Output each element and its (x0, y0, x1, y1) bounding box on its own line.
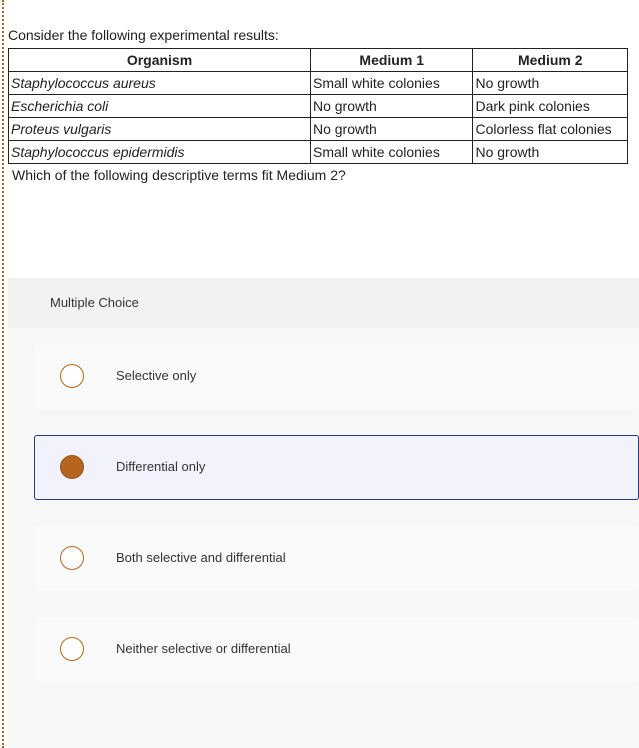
option-both-selective-differential[interactable] (34, 526, 639, 591)
results-table (8, 48, 628, 164)
radio-button[interactable] (60, 364, 84, 388)
option-neither[interactable] (34, 617, 639, 682)
medium-1-cell: Small white colonies (310, 141, 472, 164)
table-row (9, 141, 628, 164)
medium-1-cell: Small white colonies (310, 72, 472, 95)
radio-button[interactable] (60, 546, 84, 570)
question-stem (8, 26, 633, 184)
option-label: Selective only (116, 368, 197, 383)
radio-button-selected[interactable] (60, 455, 84, 479)
header-medium-2: Medium 2 (473, 49, 628, 72)
medium-1-cell: No growth (310, 95, 472, 118)
medium-2-cell: No growth (473, 72, 628, 95)
medium-2-cell: Colorless flat colonies (473, 118, 628, 141)
header-organism: Organism (9, 49, 311, 72)
question-prompt: Which of the following descriptive terms fit Medium 2? (12, 167, 346, 183)
medium-2-cell: No growth (473, 141, 628, 164)
left-dotted-rule (2, 0, 4, 748)
radio-button[interactable] (60, 637, 84, 661)
table-row (9, 118, 628, 141)
question-intro: Consider the following experimental results: (8, 27, 279, 43)
organism-cell: Escherichia coli (9, 95, 311, 118)
table-row (9, 72, 628, 95)
organism-cell: Proteus vulgaris (9, 118, 311, 141)
organism-cell: Staphylococcus epidermidis (9, 141, 311, 164)
option-label: Differential only (116, 459, 206, 474)
option-label: Both selective and differential (116, 550, 286, 565)
multiple-choice-header: Multiple Choice (50, 295, 139, 310)
organism-cell: Staphylococcus aureus (9, 72, 311, 95)
option-differential-only[interactable] (34, 435, 639, 500)
options-list (8, 328, 639, 748)
medium-1-cell: No growth (310, 118, 472, 141)
option-label: Neither selective or differential (116, 641, 291, 656)
header-medium-1: Medium 1 (310, 49, 472, 72)
table-row (9, 95, 628, 118)
medium-2-cell: Dark pink colonies (473, 95, 628, 118)
multiple-choice-panel (8, 278, 639, 748)
option-selective-only[interactable] (34, 344, 639, 409)
table-header-row (9, 49, 628, 72)
